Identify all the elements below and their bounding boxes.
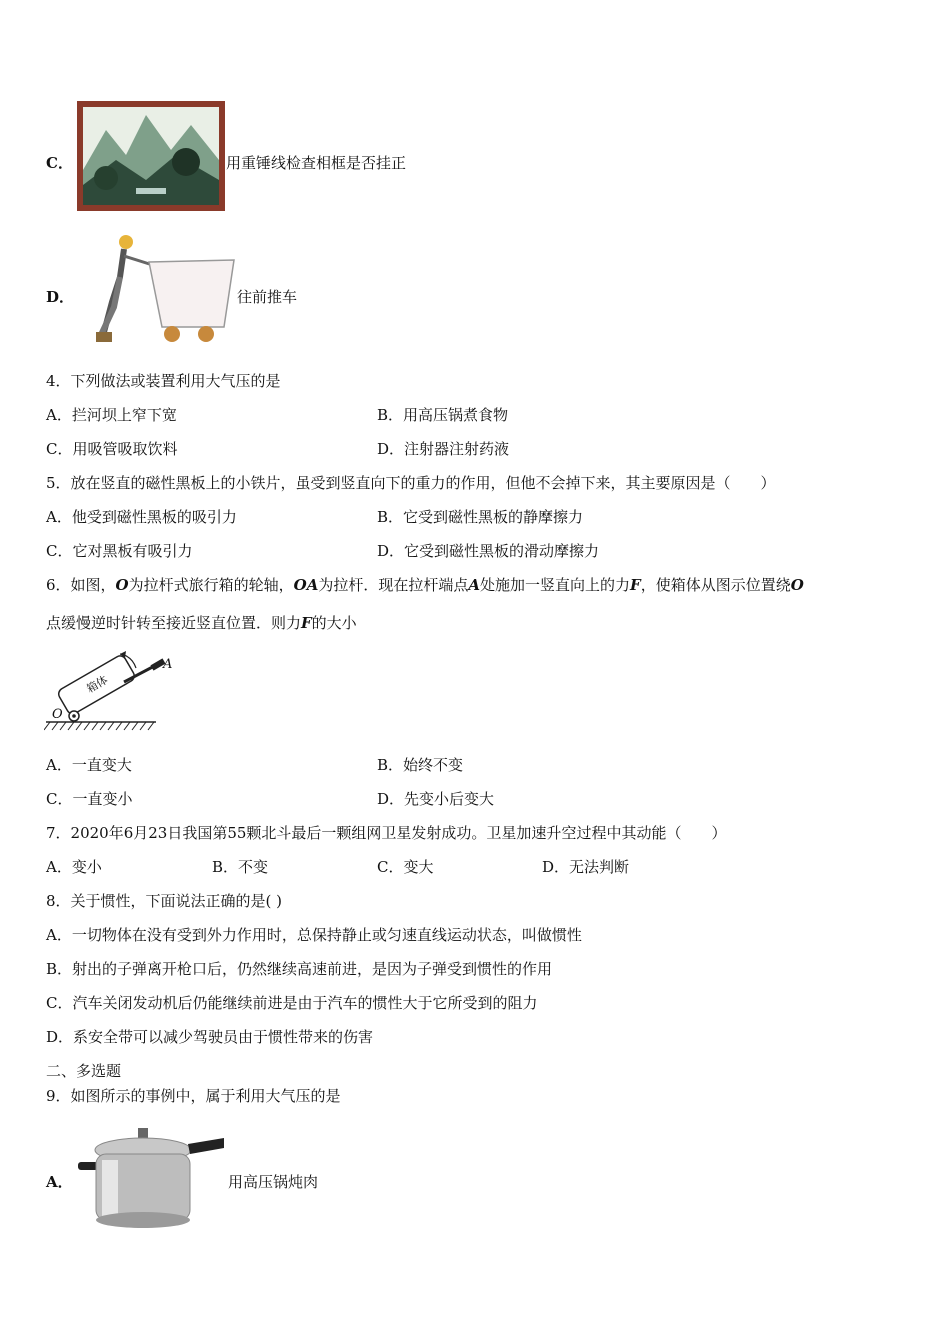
q8-option-c: C．汽车关闭发动机后仍能继续前进是由于汽车的惯性大于它所受到的阻力	[46, 994, 538, 1012]
q8-option-b: B．射出的子弹离开枪口后，仍然继续高速前进，是因为子弹受到惯性的作用	[46, 960, 553, 978]
suitcase-label: 箱体	[84, 673, 111, 696]
q7-option-b: B．不变	[212, 858, 269, 876]
q5-option-a: A．他受到磁性黑板的吸引力	[46, 508, 237, 526]
section-heading: 二、多选题	[46, 1062, 122, 1080]
q5-option-b: B．它受到磁性黑板的静摩擦力	[377, 508, 584, 526]
q8-option-d: D．系安全带可以减少驾驶员由于惯性带来的伤害	[46, 1028, 374, 1046]
point-a-label: A	[163, 657, 173, 672]
q6-stem-line1: 6．如图，O为拉杆式旅行箱的轮轴，OA为拉杆．现在拉杆端点A处施加一竖直向上的力F，使箱体从图示位置绕O	[46, 576, 804, 594]
q7-option-a: A．变小	[46, 858, 102, 876]
pressure-cooker-image	[78, 1126, 228, 1232]
point-o-label: O	[52, 707, 63, 722]
q9-option-a-text: 用高压锅炖肉	[228, 1173, 319, 1191]
q4-option-c: C．用吸管吸取饮料	[46, 440, 178, 458]
q6-option-b: B．始终不变	[377, 756, 464, 774]
q7-option-d: D．无法判断	[542, 858, 630, 876]
framed-painting-image	[76, 100, 226, 212]
q5-option-c: C．它对黑板有吸引力	[46, 542, 193, 560]
q9-stem: 9．如图所示的事例中，属于利用大气压的是	[46, 1087, 341, 1105]
q7-stem: 7．2020年6月23日我国第55颗北斗最后一颗组网卫星发射成功。卫星加速升空过程中其动能（ ）	[46, 824, 727, 842]
q5-stem: 5．放在竖直的磁性黑板上的小铁片，虽受到竖直向下的重力的作用，但他不会掉下来，其主要原因是（ ）	[46, 474, 776, 492]
option-d-text: 往前推车	[237, 288, 298, 306]
q6-option-c: C．一直变小	[46, 790, 133, 808]
suitcase-diagram	[44, 650, 174, 734]
q8-option-a: A．一切物体在没有受到外力作用时，总保持静止或匀速直线运动状态，叫做惯性	[46, 926, 582, 944]
push-cart-image	[74, 232, 240, 348]
option-d-label: D．	[46, 288, 75, 306]
q8-stem: 8．关于惯性，下面说法正确的是( )	[46, 892, 283, 910]
option-c-label: C．	[46, 154, 73, 172]
q4-option-a: A．拦河坝上窄下宽	[46, 406, 177, 424]
q9-option-a-label: A．	[46, 1173, 73, 1191]
q6-stem-line2: 点缓慢逆时针转至接近竖直位置．则力F的大小	[46, 614, 357, 632]
option-c-text: 用重锤线检查相框是否挂正	[226, 154, 407, 172]
q4-option-d: D．注射器注射药液	[377, 440, 510, 458]
q6-option-a: A．一直变大	[46, 756, 132, 774]
q4-option-b: B．用高压锅煮食物	[377, 406, 509, 424]
q6-option-d: D．先变小后变大	[377, 790, 495, 808]
q4-stem: 4．下列做法或装置利用大气压的是	[46, 372, 281, 390]
q5-option-d: D．它受到磁性黑板的滑动摩擦力	[377, 542, 600, 560]
q7-option-c: C．变大	[377, 858, 434, 876]
